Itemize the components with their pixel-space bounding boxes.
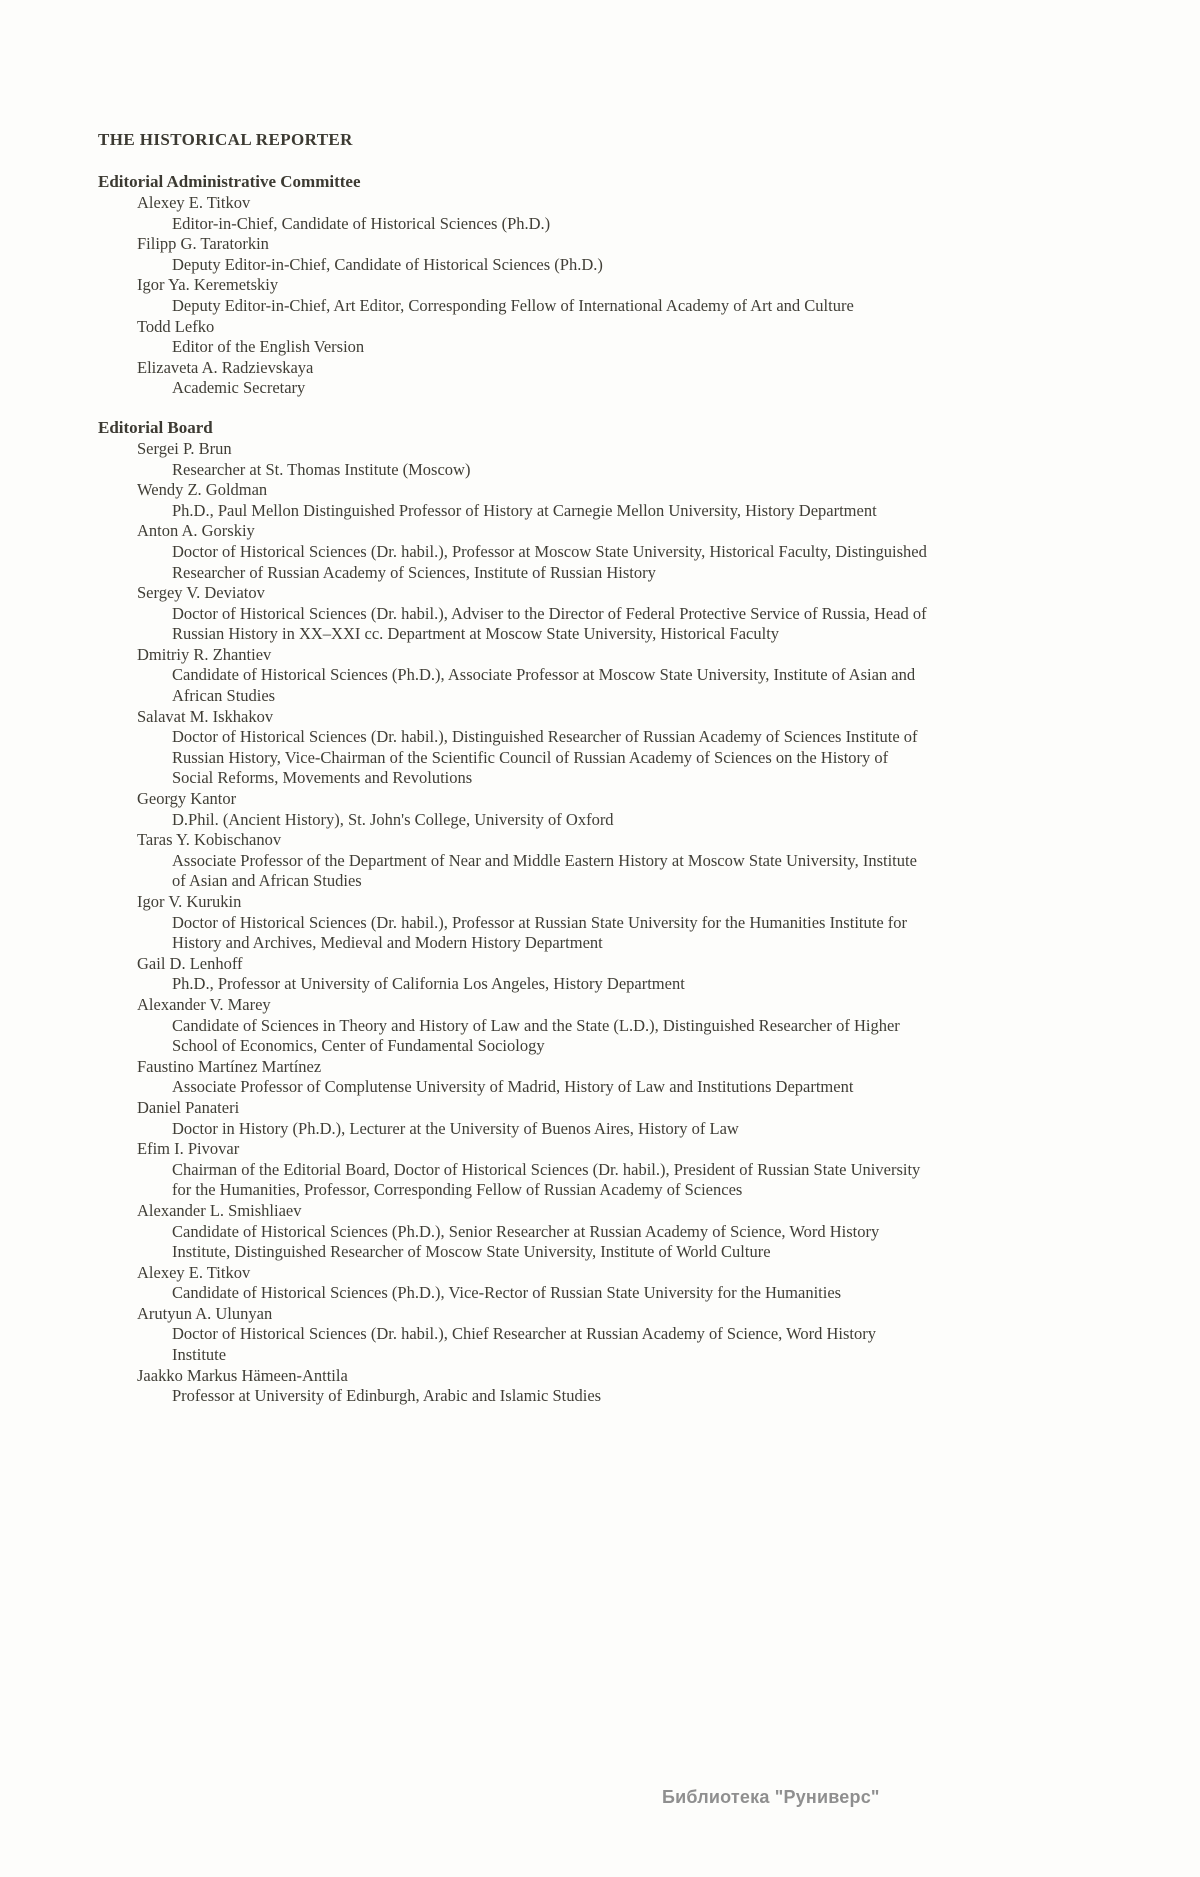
member-role: Candidate of Sciences in Theory and History of Law and the State (L.D.), Distinguished Researcher of Higher School of Economics, Center of Fundamental Sociology <box>172 1015 900 1056</box>
member-role: Editor-in-Chief, Candidate of Historical Sciences (Ph.D.) <box>172 213 551 233</box>
member-name: Igor Ya. Keremetskiy <box>137 275 279 295</box>
member-role: Ph.D., Professor at University of California Los Angeles, History Department <box>172 974 685 994</box>
member-name: Igor V. Kurukin <box>137 892 242 911</box>
editorial-section <box>98 172 930 399</box>
member-role: Associate Professor of the Department of Near and Middle Eastern History at Moscow State University, Institute of Asian and African Studies <box>172 850 917 891</box>
editorial-section <box>98 418 930 1407</box>
section-heading: Editorial Administrative Committee <box>98 172 361 191</box>
member-name: Sergey V. Deviatov <box>137 583 265 603</box>
member-name: Todd Lefko <box>137 316 215 336</box>
member-role: Ph.D., Paul Mellon Distinguished Professor of History at Carnegie Mellon University, History Department <box>172 500 877 520</box>
member-name: Efim I. Pivovar <box>137 1139 240 1159</box>
member-name: Wendy Z. Goldman <box>137 480 268 500</box>
member-name: Salavat M. Iskhakov <box>137 706 274 726</box>
member-name: Alexander L. Smishliaev <box>137 1200 302 1220</box>
member-role: Doctor of Historical Sciences (Dr. habil.), Adviser to the Director of Federal Protective Service of Russia, Head of Russian History in XX–XXI cc. Department at Moscow State University, Historical Faculty <box>172 603 927 644</box>
member-role: D.Phil. (Ancient History), St. John's College, University of Oxford <box>172 809 614 829</box>
member-role: Researcher at St. Thomas Institute (Moscow) <box>172 459 471 479</box>
member-role: Candidate of Historical Sciences (Ph.D.), Associate Professor at Moscow State University, Institute of Asian and African Studies <box>172 665 916 706</box>
member-name: Gail D. Lenhoff <box>137 953 243 973</box>
member-role: Chairman of the Editorial Board, Doctor of Historical Sciences (Dr. habil.), President of Russian State University for the Humanities, Professor, Corresponding Fellow of Russian Academy of Sciences <box>172 1159 921 1200</box>
member-name: Georgy Kantor <box>137 789 237 809</box>
member-role: Associate Professor of Complutense University of Madrid, History of Law and Institutions Department <box>172 1077 854 1097</box>
member-name: Alexey E. Titkov <box>137 1262 251 1282</box>
member-role: Doctor of Historical Sciences (Dr. habil.), Chief Researcher at Russian Academy of Science, Word History Institute <box>172 1324 876 1365</box>
member-role: Editor of the English Version <box>172 337 365 357</box>
sections-container <box>98 172 930 1407</box>
section-heading: Editorial Board <box>98 417 213 437</box>
member-name: Jaakko Markus Hämeen-Anttila <box>137 1365 348 1385</box>
member-name: Alexander V. Marey <box>137 994 271 1014</box>
member-role: Candidate of Historical Sciences (Ph.D.), Vice-Rector of Russian State University for the Humanities <box>172 1283 842 1303</box>
member-role: Academic Secretary <box>172 378 306 398</box>
page-title: THE HISTORICAL REPORTER <box>98 130 353 149</box>
member-name: Daniel Panateri <box>137 1097 240 1117</box>
member-name: Filipp G. Taratorkin <box>137 234 269 254</box>
member-role: Candidate of Historical Sciences (Ph.D.), Senior Researcher at Russian Academy of Science, Word History Institute, Distinguished Researcher of Moscow State University, Institute of World Culture <box>172 1221 880 1262</box>
member-name: Arutyun A. Ulunyan <box>137 1303 273 1323</box>
page-content <box>98 130 930 1407</box>
member-name: Dmitriy R. Zhantiev <box>137 644 272 664</box>
library-watermark: Библиотека "Руниверс" <box>662 1787 880 1807</box>
member-name: Faustino Martínez Martínez <box>137 1056 322 1076</box>
member-name: Taras Y. Kobischanov <box>137 830 282 850</box>
member-role: Deputy Editor-in-Chief, Candidate of Historical Sciences (Ph.D.) <box>172 254 603 274</box>
member-role: Deputy Editor-in-Chief, Art Editor, Corresponding Fellow of International Academy of Art and Culture <box>172 295 854 315</box>
member-name: Anton A. Gorskiy <box>137 521 255 541</box>
member-name: Alexey E. Titkov <box>137 193 251 212</box>
member-name: Elizaveta A. Radzievskaya <box>137 357 314 377</box>
member-role: Professor at University of Edinburgh, Arabic and Islamic Studies <box>172 1386 602 1406</box>
member-role: Doctor of Historical Sciences (Dr. habil.), Distinguished Researcher of Russian Academy of Sciences Institute of Russian History, Vice-Chairman of the Scientific Council of Russian Academy of Sciences on the History of Social Reforms, Movements and Revolutions <box>172 727 918 788</box>
member-name: Sergei P. Brun <box>137 438 232 458</box>
member-role: Doctor in History (Ph.D.), Lecturer at the University of Buenos Aires, History of Law <box>172 1118 739 1138</box>
member-role: Doctor of Historical Sciences (Dr. habil.), Professor at Moscow State University, Historical Faculty, Distinguished Researcher of Russian Academy of Sciences, Institute of Russian History <box>172 541 927 582</box>
member-role: Doctor of Historical Sciences (Dr. habil.), Professor at Russian State University for the Humanities Institute for History and Archives, Medieval and Modern History Department <box>172 912 908 953</box>
